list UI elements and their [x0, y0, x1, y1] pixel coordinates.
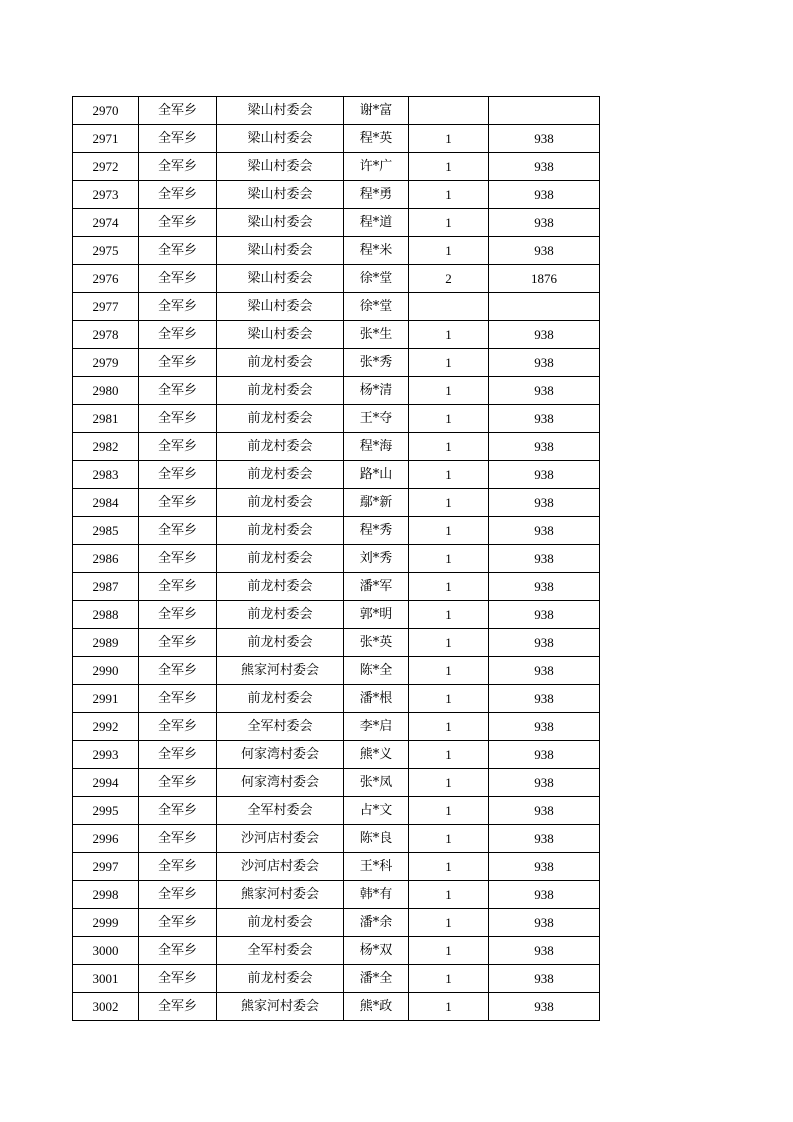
village-committee-cell: 何家湾村委会	[217, 769, 344, 797]
township-cell: 全军乡	[139, 573, 217, 601]
person-name-cell: 杨*清	[344, 377, 409, 405]
person-name-cell: 张*英	[344, 629, 409, 657]
count-cell: 1	[409, 937, 489, 965]
person-name-cell: 鄢*新	[344, 489, 409, 517]
amount-cell: 938	[489, 545, 600, 573]
table-row	[73, 461, 600, 489]
village-committee-cell: 梁山村委会	[217, 97, 344, 125]
township-cell: 全军乡	[139, 377, 217, 405]
amount-cell: 938	[489, 125, 600, 153]
count-cell: 1	[409, 153, 489, 181]
table-row	[73, 993, 600, 1021]
township-cell: 全军乡	[139, 881, 217, 909]
township-cell: 全军乡	[139, 965, 217, 993]
amount-cell: 938	[489, 769, 600, 797]
person-name-cell: 潘*余	[344, 909, 409, 937]
row-number-cell: 2984	[73, 489, 139, 517]
table-row	[73, 237, 600, 265]
amount-cell: 938	[489, 405, 600, 433]
person-name-cell: 张*凤	[344, 769, 409, 797]
village-committee-cell: 全军村委会	[217, 937, 344, 965]
township-cell: 全军乡	[139, 433, 217, 461]
row-number-cell: 2973	[73, 181, 139, 209]
table-row	[73, 629, 600, 657]
amount-cell: 938	[489, 881, 600, 909]
row-number-cell: 2988	[73, 601, 139, 629]
count-cell: 1	[409, 881, 489, 909]
count-cell: 1	[409, 797, 489, 825]
table-row	[73, 349, 600, 377]
row-number-cell: 2985	[73, 517, 139, 545]
count-cell: 2	[409, 265, 489, 293]
amount-cell: 938	[489, 433, 600, 461]
table-row	[73, 713, 600, 741]
person-name-cell: 程*米	[344, 237, 409, 265]
count-cell: 1	[409, 321, 489, 349]
data-table	[72, 96, 600, 1021]
table-row	[73, 433, 600, 461]
township-cell: 全军乡	[139, 657, 217, 685]
township-cell: 全军乡	[139, 825, 217, 853]
table-row	[73, 265, 600, 293]
amount-cell: 938	[489, 657, 600, 685]
count-cell: 1	[409, 181, 489, 209]
amount-cell: 938	[489, 153, 600, 181]
person-name-cell: 韩*有	[344, 881, 409, 909]
table-row	[73, 545, 600, 573]
township-cell: 全军乡	[139, 125, 217, 153]
amount-cell: 938	[489, 461, 600, 489]
amount-cell: 938	[489, 377, 600, 405]
township-cell: 全军乡	[139, 517, 217, 545]
village-committee-cell: 前龙村委会	[217, 965, 344, 993]
table-row	[73, 825, 600, 853]
person-name-cell: 谢*富	[344, 97, 409, 125]
person-name-cell: 刘*秀	[344, 545, 409, 573]
village-committee-cell: 何家湾村委会	[217, 741, 344, 769]
count-cell: 1	[409, 125, 489, 153]
row-number-cell: 2987	[73, 573, 139, 601]
table-row	[73, 965, 600, 993]
village-committee-cell: 前龙村委会	[217, 517, 344, 545]
village-committee-cell: 熊家河村委会	[217, 881, 344, 909]
township-cell: 全军乡	[139, 769, 217, 797]
amount-cell: 938	[489, 741, 600, 769]
row-number-cell: 2990	[73, 657, 139, 685]
person-name-cell: 陈*良	[344, 825, 409, 853]
person-name-cell: 路*山	[344, 461, 409, 489]
village-committee-cell: 全军村委会	[217, 713, 344, 741]
table-row	[73, 797, 600, 825]
row-number-cell: 3002	[73, 993, 139, 1021]
village-committee-cell: 梁山村委会	[217, 321, 344, 349]
township-cell: 全军乡	[139, 853, 217, 881]
amount-cell: 938	[489, 321, 600, 349]
person-name-cell: 程*道	[344, 209, 409, 237]
township-cell: 全军乡	[139, 741, 217, 769]
table-row	[73, 937, 600, 965]
amount-cell: 938	[489, 909, 600, 937]
amount-cell: 938	[489, 993, 600, 1021]
amount-cell: 938	[489, 629, 600, 657]
person-name-cell: 徐*堂	[344, 265, 409, 293]
table-row	[73, 97, 600, 125]
village-committee-cell: 前龙村委会	[217, 349, 344, 377]
table-row	[73, 293, 600, 321]
row-number-cell: 2975	[73, 237, 139, 265]
row-number-cell: 2976	[73, 265, 139, 293]
person-name-cell: 王*科	[344, 853, 409, 881]
person-name-cell: 许*广	[344, 153, 409, 181]
row-number-cell: 3000	[73, 937, 139, 965]
table-row	[73, 853, 600, 881]
row-number-cell: 2982	[73, 433, 139, 461]
row-number-cell: 2979	[73, 349, 139, 377]
township-cell: 全军乡	[139, 797, 217, 825]
amount-cell: 938	[489, 573, 600, 601]
count-cell: 1	[409, 629, 489, 657]
row-number-cell: 2989	[73, 629, 139, 657]
township-cell: 全军乡	[139, 237, 217, 265]
amount-cell: 938	[489, 685, 600, 713]
count-cell: 1	[409, 461, 489, 489]
count-cell: 1	[409, 965, 489, 993]
township-cell: 全军乡	[139, 153, 217, 181]
count-cell	[409, 293, 489, 321]
count-cell: 1	[409, 825, 489, 853]
count-cell: 1	[409, 377, 489, 405]
table-row	[73, 909, 600, 937]
table-row	[73, 517, 600, 545]
person-name-cell: 程*勇	[344, 181, 409, 209]
person-name-cell: 王*夺	[344, 405, 409, 433]
table-row	[73, 125, 600, 153]
row-number-cell: 2998	[73, 881, 139, 909]
table-row	[73, 881, 600, 909]
table-row	[73, 685, 600, 713]
person-name-cell: 程*海	[344, 433, 409, 461]
township-cell: 全军乡	[139, 321, 217, 349]
township-cell: 全军乡	[139, 909, 217, 937]
township-cell: 全军乡	[139, 349, 217, 377]
count-cell: 1	[409, 657, 489, 685]
table-row	[73, 181, 600, 209]
table-row	[73, 489, 600, 517]
count-cell: 1	[409, 741, 489, 769]
row-number-cell: 2981	[73, 405, 139, 433]
village-committee-cell: 熊家河村委会	[217, 657, 344, 685]
person-name-cell: 李*启	[344, 713, 409, 741]
township-cell: 全军乡	[139, 293, 217, 321]
row-number-cell: 2999	[73, 909, 139, 937]
person-name-cell: 陈*全	[344, 657, 409, 685]
village-committee-cell: 前龙村委会	[217, 489, 344, 517]
table-row	[73, 153, 600, 181]
person-name-cell: 张*秀	[344, 349, 409, 377]
table-row	[73, 657, 600, 685]
table-row	[73, 741, 600, 769]
row-number-cell: 2992	[73, 713, 139, 741]
row-number-cell: 2993	[73, 741, 139, 769]
township-cell: 全军乡	[139, 993, 217, 1021]
count-cell: 1	[409, 237, 489, 265]
village-committee-cell: 前龙村委会	[217, 629, 344, 657]
row-number-cell: 2996	[73, 825, 139, 853]
amount-cell	[489, 97, 600, 125]
person-name-cell: 徐*堂	[344, 293, 409, 321]
table-row	[73, 321, 600, 349]
table-row	[73, 573, 600, 601]
amount-cell: 938	[489, 937, 600, 965]
township-cell: 全军乡	[139, 181, 217, 209]
amount-cell: 938	[489, 489, 600, 517]
count-cell: 1	[409, 433, 489, 461]
count-cell: 1	[409, 545, 489, 573]
table-row	[73, 601, 600, 629]
township-cell: 全军乡	[139, 629, 217, 657]
village-committee-cell: 梁山村委会	[217, 293, 344, 321]
amount-cell: 938	[489, 825, 600, 853]
amount-cell: 938	[489, 209, 600, 237]
person-name-cell: 潘*根	[344, 685, 409, 713]
count-cell: 1	[409, 601, 489, 629]
village-committee-cell: 梁山村委会	[217, 181, 344, 209]
village-committee-cell: 梁山村委会	[217, 209, 344, 237]
village-committee-cell: 梁山村委会	[217, 265, 344, 293]
village-committee-cell: 前龙村委会	[217, 545, 344, 573]
table-row	[73, 377, 600, 405]
township-cell: 全军乡	[139, 713, 217, 741]
person-name-cell: 杨*双	[344, 937, 409, 965]
row-number-cell: 2974	[73, 209, 139, 237]
amount-cell: 938	[489, 349, 600, 377]
count-cell: 1	[409, 349, 489, 377]
count-cell: 1	[409, 405, 489, 433]
village-committee-cell: 前龙村委会	[217, 909, 344, 937]
amount-cell: 938	[489, 713, 600, 741]
township-cell: 全军乡	[139, 97, 217, 125]
count-cell: 1	[409, 909, 489, 937]
count-cell: 1	[409, 573, 489, 601]
village-committee-cell: 全军村委会	[217, 797, 344, 825]
count-cell: 1	[409, 713, 489, 741]
township-cell: 全军乡	[139, 545, 217, 573]
village-committee-cell: 前龙村委会	[217, 573, 344, 601]
amount-cell: 938	[489, 797, 600, 825]
table-row	[73, 209, 600, 237]
village-committee-cell: 熊家河村委会	[217, 993, 344, 1021]
amount-cell: 938	[489, 517, 600, 545]
row-number-cell: 2991	[73, 685, 139, 713]
person-name-cell: 潘*军	[344, 573, 409, 601]
count-cell: 1	[409, 685, 489, 713]
township-cell: 全军乡	[139, 265, 217, 293]
count-cell: 1	[409, 517, 489, 545]
row-number-cell: 2972	[73, 153, 139, 181]
amount-cell: 938	[489, 237, 600, 265]
person-name-cell: 郭*明	[344, 601, 409, 629]
amount-cell: 938	[489, 601, 600, 629]
person-name-cell: 熊*义	[344, 741, 409, 769]
row-number-cell: 2994	[73, 769, 139, 797]
person-name-cell: 潘*全	[344, 965, 409, 993]
row-number-cell: 3001	[73, 965, 139, 993]
amount-cell	[489, 293, 600, 321]
village-committee-cell: 前龙村委会	[217, 433, 344, 461]
village-committee-cell: 前龙村委会	[217, 685, 344, 713]
township-cell: 全军乡	[139, 461, 217, 489]
township-cell: 全军乡	[139, 601, 217, 629]
person-name-cell: 占*文	[344, 797, 409, 825]
count-cell: 1	[409, 489, 489, 517]
row-number-cell: 2980	[73, 377, 139, 405]
township-cell: 全军乡	[139, 405, 217, 433]
village-committee-cell: 梁山村委会	[217, 237, 344, 265]
village-committee-cell: 前龙村委会	[217, 405, 344, 433]
table-row	[73, 405, 600, 433]
person-name-cell: 熊*政	[344, 993, 409, 1021]
village-committee-cell: 沙河店村委会	[217, 825, 344, 853]
row-number-cell: 2983	[73, 461, 139, 489]
township-cell: 全军乡	[139, 489, 217, 517]
row-number-cell: 2970	[73, 97, 139, 125]
amount-cell: 938	[489, 965, 600, 993]
count-cell	[409, 97, 489, 125]
table-row	[73, 769, 600, 797]
row-number-cell: 2995	[73, 797, 139, 825]
village-committee-cell: 梁山村委会	[217, 125, 344, 153]
village-committee-cell: 前龙村委会	[217, 461, 344, 489]
village-committee-cell: 前龙村委会	[217, 377, 344, 405]
village-committee-cell: 沙河店村委会	[217, 853, 344, 881]
count-cell: 1	[409, 769, 489, 797]
count-cell: 1	[409, 993, 489, 1021]
township-cell: 全军乡	[139, 209, 217, 237]
row-number-cell: 2986	[73, 545, 139, 573]
person-name-cell: 张*生	[344, 321, 409, 349]
person-name-cell: 程*秀	[344, 517, 409, 545]
township-cell: 全军乡	[139, 937, 217, 965]
person-name-cell: 程*英	[344, 125, 409, 153]
amount-cell: 1876	[489, 265, 600, 293]
village-committee-cell: 前龙村委会	[217, 601, 344, 629]
township-cell: 全军乡	[139, 685, 217, 713]
count-cell: 1	[409, 209, 489, 237]
table-body	[73, 97, 600, 1021]
count-cell: 1	[409, 853, 489, 881]
amount-cell: 938	[489, 853, 600, 881]
row-number-cell: 2978	[73, 321, 139, 349]
row-number-cell: 2977	[73, 293, 139, 321]
row-number-cell: 2997	[73, 853, 139, 881]
village-committee-cell: 梁山村委会	[217, 153, 344, 181]
row-number-cell: 2971	[73, 125, 139, 153]
amount-cell: 938	[489, 181, 600, 209]
